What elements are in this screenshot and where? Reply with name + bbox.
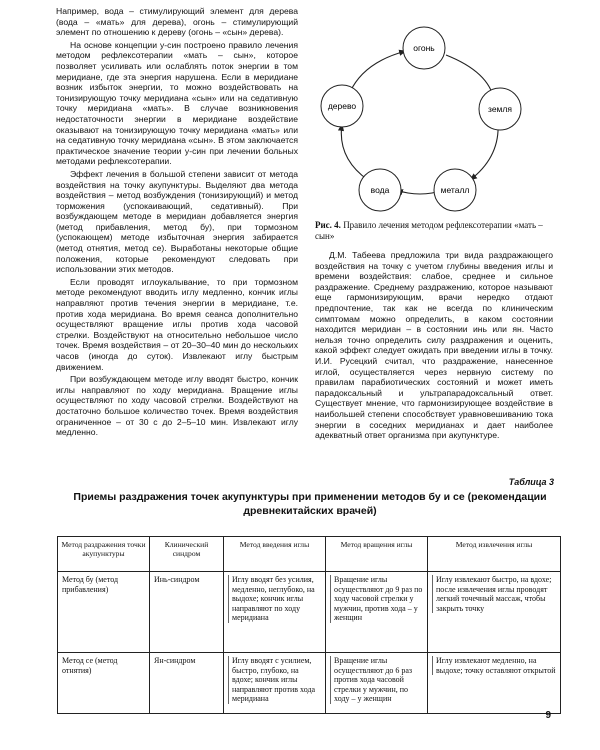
right-column: [315, 250, 553, 443]
node-label: металл: [440, 185, 470, 195]
cell-text: Вращение иглы осуществляют до 6 раз против хода часовой стрелки у мужчин, по ходу – у женщин: [330, 656, 423, 704]
cell-text: Вращение иглы осуществляют до 9 раз по ходу часовой стрелки у мужчин, против хода – у женщин: [330, 575, 423, 623]
table-header-row: [58, 537, 561, 572]
table-cell: Метод се (метод отнятия): [58, 653, 150, 714]
table-cell: [428, 653, 561, 714]
table-cell: Ян-синдром: [150, 653, 224, 714]
table-number: Таблица 3: [508, 477, 554, 487]
table-row: [58, 653, 561, 714]
acupuncture-methods-table: [57, 536, 561, 714]
table-cell: Инь-синдром: [150, 572, 224, 653]
cell-text: Иглу вводят без усилия, медленно, неглубоко, на выдохе; кончик иглы направляют по ходу меридиана: [228, 575, 321, 623]
table-cell: [326, 572, 428, 653]
cell-text: Иглу вводят с усилием, быстро, глубоко, на вдохе; кончик иглы направляют против хода меридиана: [228, 656, 321, 704]
column-header: Метод извлечения иглы: [428, 537, 561, 572]
table-cell: Метод бу (метод прибавления): [58, 572, 150, 653]
column-header: Клинический синдром: [150, 537, 224, 572]
figure-caption: [315, 220, 555, 242]
paragraph: Д.М. Табеева предложила три вида раздражающего воздействия на точку с учетом глубины введения иглы и времени воздействия: слабое, среднее и сильное раздражение. Среднему раздражению, которое называют еще гармонизирующим, врачи нередко отдают предпочтение, так как не всегда по клиническим симптомам можно определить, в каком состоянии находится меридиан – в состоянии инь или ян. Часто нельзя точно определить силу раздражения и оценить, какой эффект следует ожидать при введении иглы в точку. И.И. Русецкий считал, что раздражение, нанесенное иглой, осуществляется через нервную систему по правилам парабиотических состояний и может иметь парадоксальный и ультрапарадоксальный ответ. Существует мнение, что гармонизирующее воздействие в наибольшей степени способствует уравновешиванию тока энергии в соседних меридианах и дает наиболее адекватный ответ организма при акупунктуре.: [315, 250, 553, 441]
node-label: огонь: [413, 43, 435, 53]
page-number: 9: [545, 710, 551, 721]
caption-label: Рис. 4.: [315, 220, 341, 230]
column-header: Метод введения иглы: [224, 537, 326, 572]
table-cell: [428, 572, 561, 653]
node-label: вода: [370, 185, 390, 195]
arrow: [341, 124, 368, 180]
cell-text: Иглу извлекают медленно, на выдохе; точку оставляют открытой: [432, 656, 556, 675]
paragraph: На основе концепции у-син построено правило лечения методом рефлексотерапии «мать – сын», которое позволяет усиливать или ослаблять поток энергии в том меридиане, где эта энергия нарушена. Если в меридиане возник избыток энергии, то можно воздействовать на тонизирующую точку меридиана «сын» или на седативную точку меридиана «мать». В случае возникновения недостаточности энергии в меридиане воздействие оказывают на тонизирующую точку меридиана «мать» или на седативную точку меридиана «сын». В этом заключается практическое значение теории у-син при лечении больных методами рефлексотерапии.: [56, 39, 298, 167]
table-cell: [326, 653, 428, 714]
cell-text: Иглу извлекают быстро, на вдохе; после извлечения иглы проводят легкий точечный массаж, чтобы закрыть точку: [432, 575, 556, 613]
wu-xing-cycle-diagram: [302, 2, 562, 218]
paragraph: Эффект лечения в большой степени зависит от метода воздействия на точку акупунктуры. Выделяют два метода воздействия – метод возбуждения (тонизирующий) и метод торможения (успокаивающий, седативный). При возбуждающем методе в меридиан добавляется энергия (метод прибавления, метод бу), при тормозном (успокающем) методе избыточная энергия забирается (метод отнятия, метод се). Выработаны некоторые общие положения, которые рекомендуют следовать при использовании этих методов.: [56, 168, 298, 275]
arrow: [470, 123, 498, 180]
table-title: Приемы раздражения точек акупунктуры при применении методов бу и се (рекомендации древнекитайских врачей): [73, 491, 547, 517]
node-label: дерево: [327, 101, 357, 111]
left-column: [56, 6, 298, 440]
table-row: [58, 572, 561, 653]
paragraph: При возбуждающем методе иглу вводят быстро, кончик иглы направляют по ходу меридиана. Вращение иглы осуществляют по ходу часовой стрелки. Воздействуют на достаточно большое количество точек. Время воздействия ограниченное – от 30 с до 2–5–10 мин. Извлекают иглу медленно.: [56, 374, 298, 438]
column-header: Метод раздражения точки акупунктуры: [58, 537, 150, 572]
table-cell: [224, 572, 326, 653]
arrow: [350, 51, 406, 92]
paragraph: Если проводят иглоукалывание, то при тормозном методе рекомендуют вводить иглу медленно, кончик иглы направляют против течения энергии в меридиане, т.е. против хода меридиана. Во время сеанса дополнительно осуществляют вращение иглы против хода часовой стрелки. Воздействуют на относительно небольшое число точек. Время воздействия – от 20–30–40 мин до нескольких часов (иногда до суток). Извлекают иглу быстрым движением.: [56, 276, 298, 372]
caption-text: Правило лечения методом рефлексотерапии «мать – сын»: [315, 220, 543, 241]
paragraph: Например, вода – стимулирующий элемент для дерева (вода – «мать» для дерева), огонь – стимулирующий элемент по отношению к дереву (огонь – «сын» дерева).: [56, 6, 298, 38]
node-label: земля: [488, 104, 512, 114]
column-header: Метод вращения иглы: [326, 537, 428, 572]
table-cell: [224, 653, 326, 714]
